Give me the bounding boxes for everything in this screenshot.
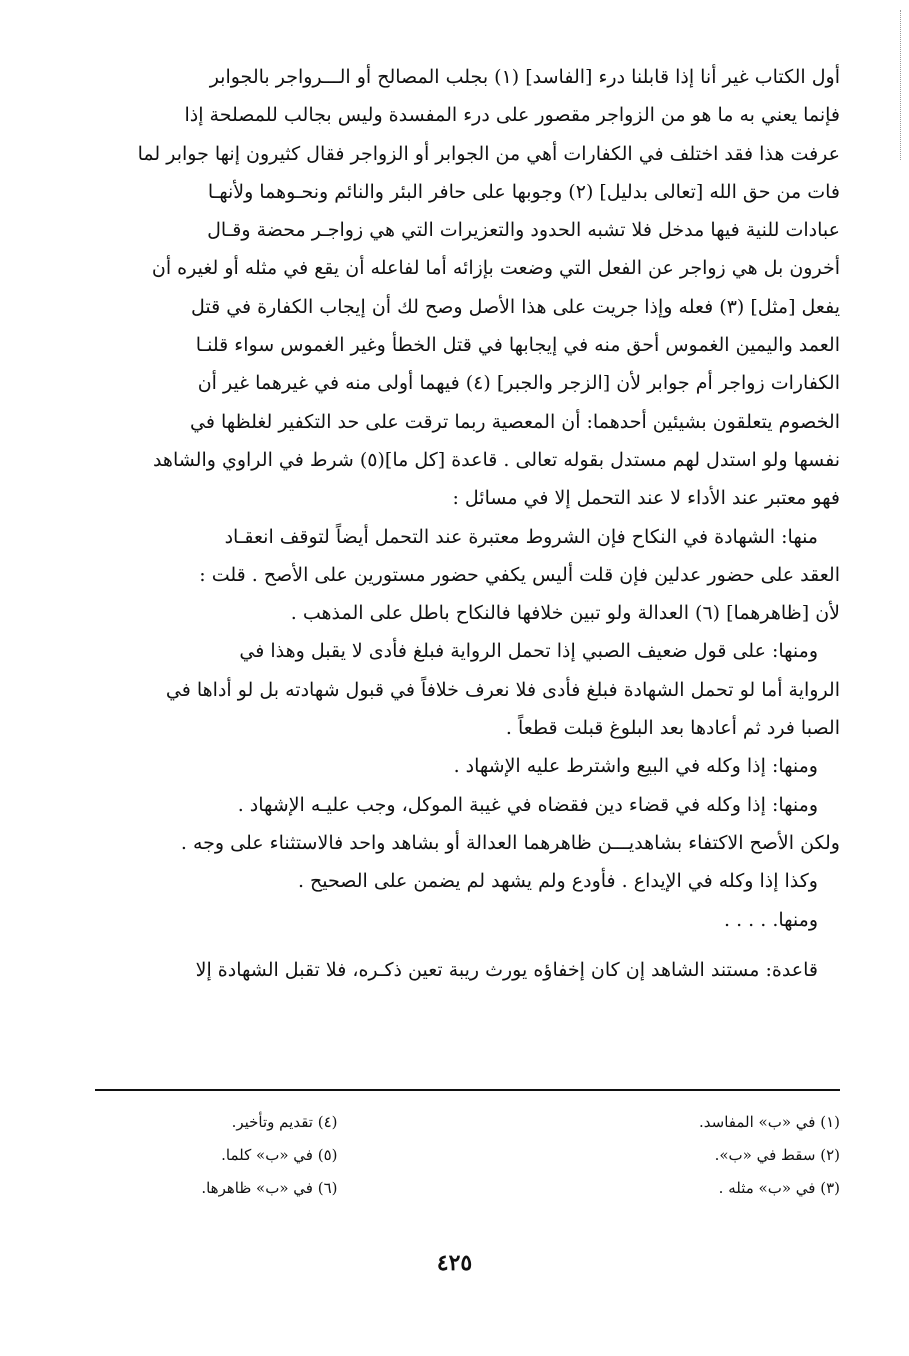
text-line: فإنما يعني به ما هو من الزواجر مقصور على درء المفسدة وليس بجالب للمصلحة إذا: [184, 104, 840, 127]
text-line: عبادات للنية فيها مدخل فلا تشبه الحدود والتعزيرات التي هي زواجـر محضة وقـال: [207, 219, 840, 242]
text-line: يفعل [مثل] (٣) فعله وإذا جريت على هذا الأصل وصح لك أن إيجاب الكفارة في قتل: [190, 295, 840, 318]
text-line: ولكن الأصح الاكتفاء بشاهديـــن ظاهرهما العدالة أو بشاهد واحد فالاستثناء على وجه .: [180, 831, 840, 854]
page-number: ٤٢٥: [436, 1250, 473, 1276]
text-line: العمد واليمين الغموس أحق منه في إيجابها في قتل الخطأ وغير الغموس سواء قلنـا: [195, 334, 840, 357]
footnote: (٤) تقديم وتأخير.: [231, 1113, 338, 1131]
text-line: ومنها: إذا وكله في البيع واشترط عليه الإشهاد .: [453, 755, 818, 778]
text-line: الخصوم يتعلقون بشيئين أحدهما: أن المعصية ربما ترقت على حد التكفير لغلظها في: [189, 410, 840, 433]
text-line: فات من حق الله [تعالى بدليل] (٢) وجوبها على حافر البئر والنائم ونحـوهما ولأنهـا: [207, 180, 840, 203]
text-line: فهو معتبر عند الأداء لا عند التحمل إلا في مسائل :: [452, 487, 840, 510]
text-line: ومنها. . . . .: [724, 908, 818, 931]
paragraph-gap: [95, 939, 840, 951]
text-line: منها: الشهادة في النكاح فإن الشروط معتبرة عند التحمل أيضاً لتوقف انعقـاد: [224, 525, 818, 548]
footnote: (٦) في «ب» ظاهرها.: [201, 1179, 338, 1197]
text-line: وكذا إذا وكله في الإيداع . فأودع ولم يشهد لم يضمن على الصحيح .: [297, 870, 818, 893]
footnote-separator: [95, 1089, 840, 1091]
main-text: [95, 58, 840, 989]
footnote: (٣) في «ب» مثله .: [718, 1179, 840, 1197]
text-line: الرواية أما لو تحمل الشهادة فبلغ فأدى فلا نعرف خلافاً في قبول شهادته بل لو أداها في: [165, 678, 840, 701]
footnotes: [95, 1106, 840, 1205]
footnote: (١) في «ب» المفاسد.: [698, 1113, 840, 1131]
page-edge-marks: [896, 10, 901, 160]
footnotes-right-column: [468, 1106, 841, 1205]
text-line: العقد على حضور عدلين فإن قلت أليس يكفي حضور مستورين على الأصح . قلت :: [199, 563, 840, 586]
text-line: أخرون بل هي زواجر عن الفعل التي وضعت بإزائه أما لفاعله أن يقع في مثله أو لغيره أن: [151, 257, 840, 280]
text-line: ومنها: على قول ضعيف الصبي إذا تحمل الرواية فبلغ فأدى لا يقبل وهذا في: [239, 640, 818, 663]
footnote: (٢) سقط في «ب».: [714, 1146, 840, 1164]
text-line: الكفارات زواجر أم جوابر لأن [الزجر والجبر] (٤) فيهما أولى منه في غيرهما غير أن: [197, 372, 840, 395]
text-line: الصبا فرد ثم أعادها بعد البلوغ قبلت قطعاً .: [505, 717, 840, 740]
text-line: أول الكتاب غير أنا إذا قابلنا درء [الفاسد] (١) بجلب المصالح أو الـــرواجر بالجوابر: [209, 66, 840, 88]
footnotes-left-column: [95, 1106, 468, 1205]
footnote: (٥) في «ب» كلما.: [221, 1146, 338, 1164]
text-line: عرفت هذا فقد اختلف في الكفارات أهي من الجوابر أو الزواجر فقال كثيرون إنها جوابر لما: [137, 142, 840, 165]
text-line: ومنها: إذا وكله في قضاء دين فقضاه في غيبة الموكل، وجب عليـه الإشهاد .: [237, 793, 818, 816]
text-line: نفسها ولو استدل لهم مستدل بقوله تعالى . قاعدة [كل ما](٥) شرط في الراوي والشاهد: [152, 448, 840, 471]
rule-heading-line: قاعدة: مستند الشاهد إن كان إخفاؤه يورث ريبة تعين ذكـره، فلا تقبل الشهادة إلا: [195, 958, 818, 981]
text-line: لأن [ظاهرهما] (٦) العدالة ولو تبين خلافها فالنكاح باطل على المذهب .: [290, 602, 840, 625]
